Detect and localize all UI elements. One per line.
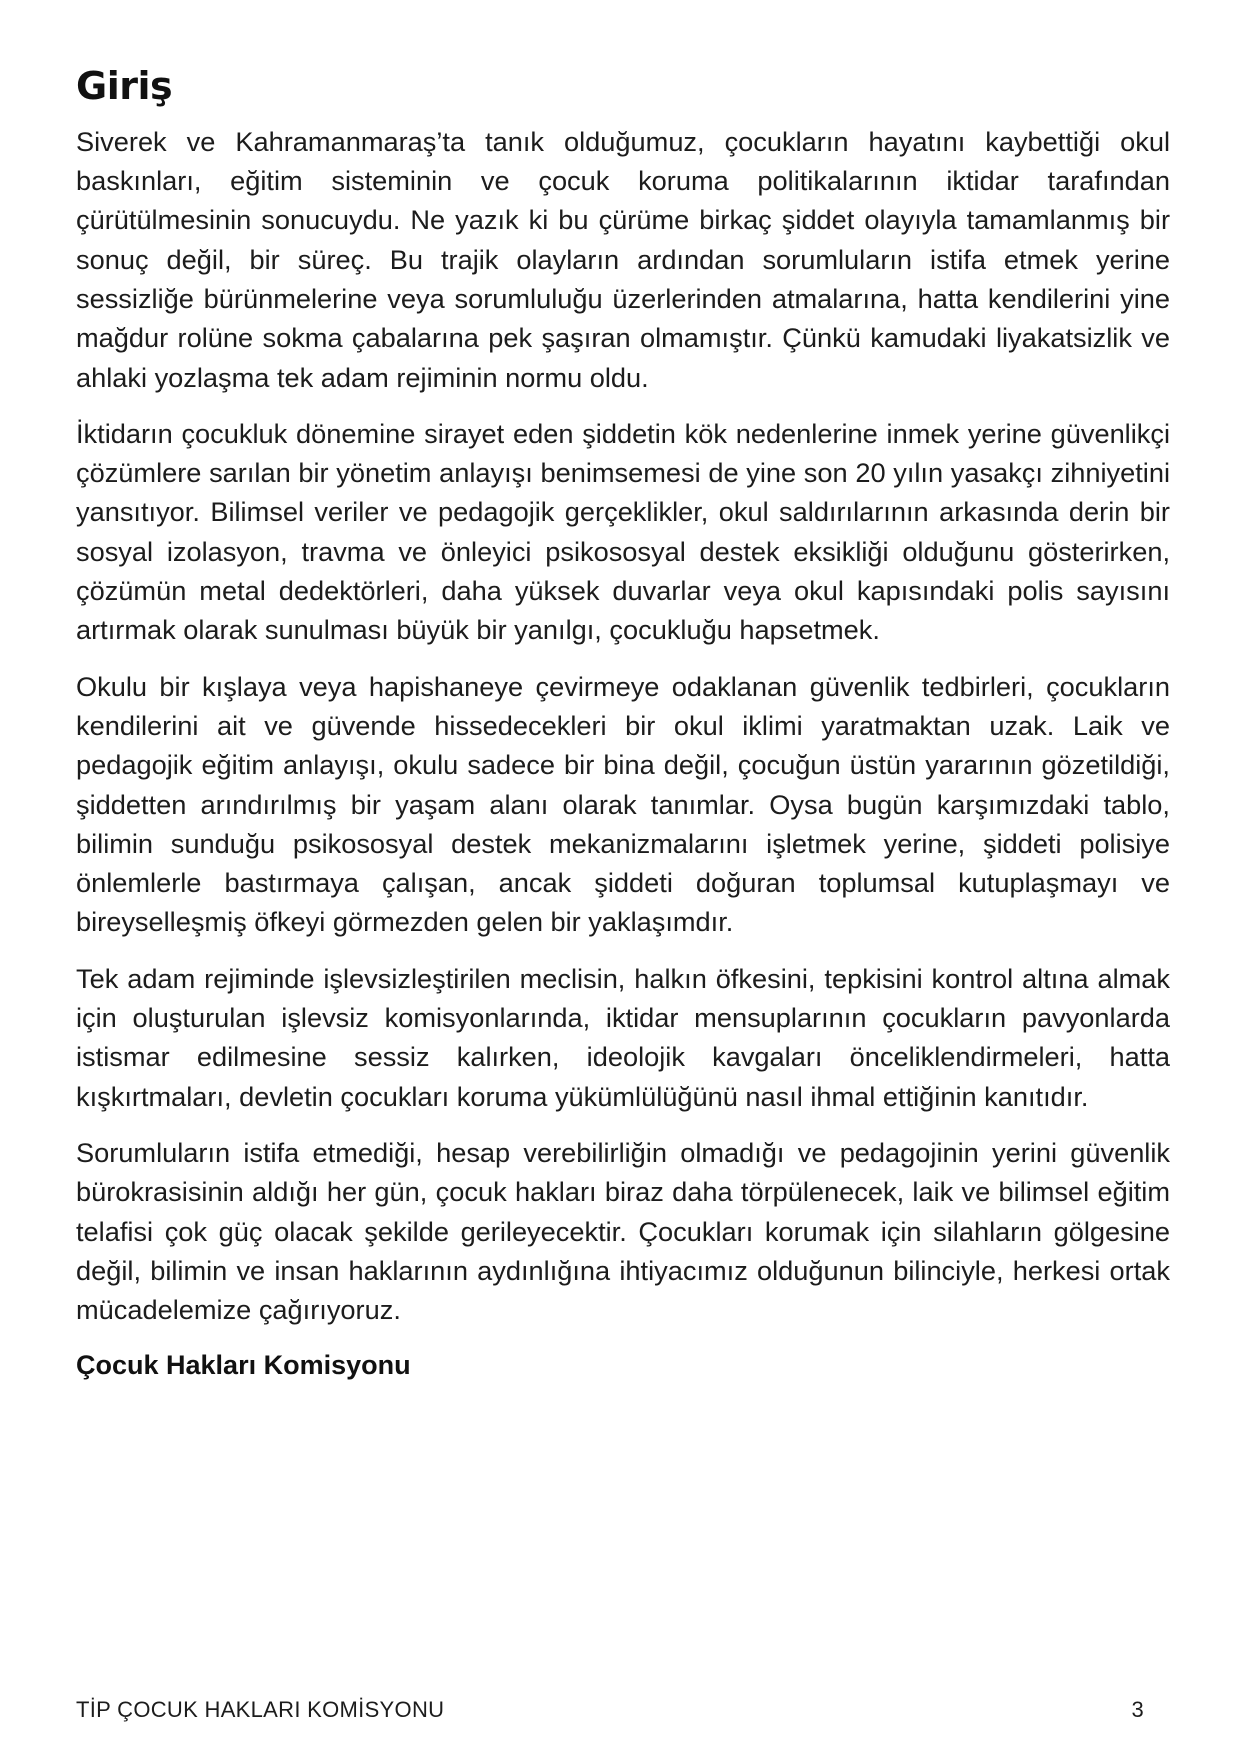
page-footer (76, 1697, 1144, 1723)
paragraph-1: Siverek ve Kahramanmaraş’ta tanık olduğumuz, çocukların hayatını kaybettiği okul baskınları, eğitim sisteminin ve çocuk koruma politikalarının iktidar tarafından çürütülmesinin sonucuydu. Ne yazık ki bu çürüme birkaç şiddet olayıyla tamamlanmış bir sonuç değil, bir süreç. Bu trajik olayların ardından sorumluların istifa etmek yerine sessizliğe bürünmelerine veya sorumluluğu üzerlerinden atmalarına, hatta kendilerini yine mağdur rolüne sokma çabalarına pek şaşıran olmamıştır. Çünkü kamudaki liyakatsizlik ve ahlaki yozlaşma tek adam rejiminin normu oldu. (76, 125, 1170, 393)
page-title: Giriş (76, 64, 173, 108)
footer-organization: TİP ÇOCUK HAKLARI KOMİSYONU (76, 1697, 445, 1722)
document-page (76, 66, 1170, 1385)
paragraph-4: Tek adam rejiminde işlevsizleştirilen meclisin, halkın öfkesini, tepkisini kontrol altına almak için oluşturulan işlevsiz komisyonlarında, iktidar mensuplarının çocukların pavyonlarda istismar edilmesine sessiz kalırken, ideolojik kavgaları önceliklendirmeleri, hatta kışkırtmaları, devletin çocukları koruma yükümlülüğünü nasıl ihmal ettiğinin kanıtıdır. (76, 962, 1170, 1112)
page-number: 3 (1131, 1697, 1144, 1722)
signature: Çocuk Hakları Komisyonu (76, 1350, 411, 1381)
paragraph-2: İktidarın çocukluk dönemine sirayet eden şiddetin kök nedenlerine inmek yerine güvenlikçi çözümlere sarılan bir yönetim anlayışı benimsemesi de yine son 20 yılın yasakçı zihniyetini yansıtıyor. Bilimsel veriler ve pedagojik gerçeklikler, okul saldırılarının arkasında derin bir sosyal izolasyon, travma ve önleyici psikososyal destek eksikliği olduğunu gösterirken, çözümün metal dedektörleri, daha yüksek duvarlar veya okul kapısındaki polis sayısını artırmak olarak sunulması büyük bir yanılgı, çocukluğu hapsetmek. (76, 417, 1170, 646)
paragraph-3: Okulu bir kışlaya veya hapishaneye çevirmeye odaklanan güvenlik tedbirleri, çocukların kendilerini ait ve güvende hissedecekleri bir okul iklimi yaratmaktan uzak. Laik ve pedagojik eğitim anlayışı, okulu sadece bir bina değil, çocuğun üstün yararının gözetildiği, şiddetten arındırılmış bir yaşam alanı olarak tanımlar. Oysa bugün karşımızdaki tablo, bilimin sunduğu psikososyal destek mekanizmalarını işletmek yerine, şiddeti polisiye önlemlerle bastırmaya çalışan, ancak şiddeti doğuran toplumsal kutuplaşmayı ve bireyselleşmiş öfkeyi görmezden gelen bir yaklaşımdır. (76, 670, 1170, 938)
paragraph-5: Sorumluların istifa etmediği, hesap verebilirliğin olmadığı ve pedagojinin yerini güvenlik bürokrasisinin aldığı her gün, çocuk hakları biraz daha törpülenecek, laik ve bilimsel eğitim telafisi çok güç olacak şekilde gerileyecektir. Çocukları korumak için silahların gölgesine değil, bilimin ve insan haklarının aydınlığına ihtiyacımız olduğunun bilinciyle, herkesi ortak mücadelemize çağırıyoruz. (76, 1136, 1170, 1326)
